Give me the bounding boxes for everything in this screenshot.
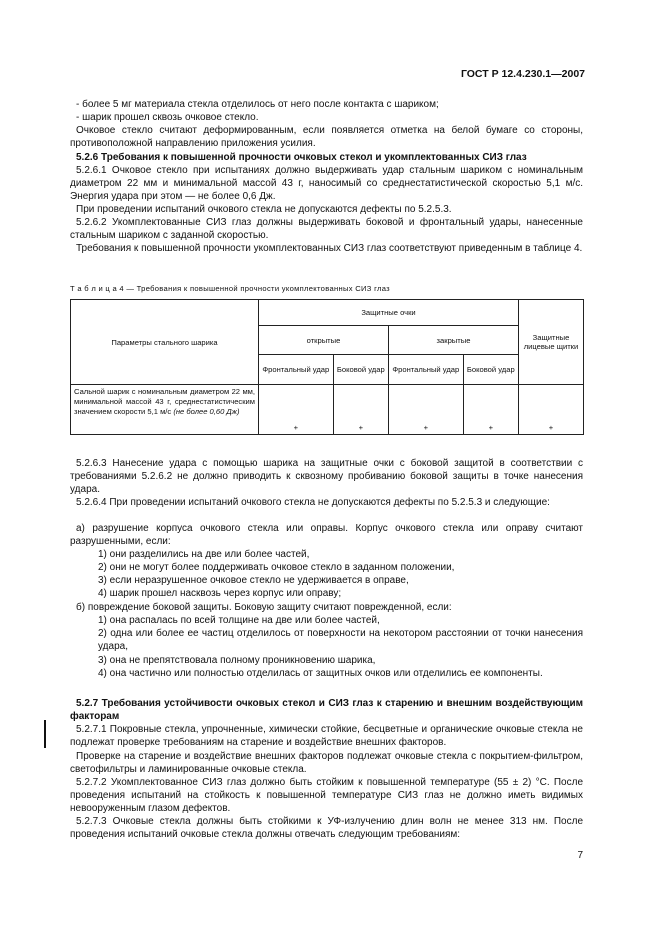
list-item: б) повреждение боковой защиты. Боковую защиту считают поврежденной, если:	[76, 602, 452, 613]
paragraph: 5.2.7.2 Укомплектованное СИЗ глаз должно быть стойким к повышенной температуре (55 ± 2) °С. После проведения испытаний на стойкость к повышенной температуре СИЗ глаз не должно иметь видимых невооруженным глазом дефектов.	[70, 777, 583, 815]
row-param	[71, 385, 259, 435]
list-item: а) разрушение корпуса очкового стекла или оправы. Корпус очкового стекла или оправу считают разрушенными, если:	[70, 523, 583, 548]
header-front: Фронтальный удар	[259, 355, 334, 385]
header-side: Боковой удар	[333, 355, 388, 385]
paragraph: 5.2.6.3 Нанесение удара с помощью шарика на защитные очки с боковой защитой в соответствии с требованиями 5.2.6.2 не должно приводить к сквозному пробиванию боковой защиты в точке нанесения удара.	[70, 458, 583, 496]
paragraph: Очковое стекло считают деформированным, если появляется отметка на белой бумаге со стороны, противоположной направлению приложения усилия.	[70, 125, 583, 150]
header-open: открытые	[259, 326, 389, 355]
list-item: 4) она частично или полностью отделилась от защитных очков или отделились ее компоненты.	[98, 668, 543, 679]
header-shields: Защитные лицевые щитки	[519, 300, 584, 385]
mark-cell: +	[463, 385, 518, 435]
paragraph: 5.2.6.1 Очковое стекло при испытаниях должно выдерживать удар стальным шариком с номинальным диаметром 22 мм и минимальной массой 43 г, наносимый со среднестатистической скоростью 5,1 м/с. Энергия удара при этом — не более 0,6 Дж.	[70, 165, 583, 203]
list-item: 1) они разделились на две или более частей,	[98, 549, 310, 560]
section-title-5-2-6: 5.2.6 Требования к повышенной прочности очковых стекол и укомплектованных СИЗ глаз	[76, 152, 527, 163]
requirements-table	[70, 299, 584, 435]
paragraph: 5.2.7.3 Очковые стекла должны быть стойкими к УФ-излучению длин волн не менее 313 нм. После проведения испытаний очковые стекла должны отвечать следующим требованиям:	[70, 816, 583, 841]
mark-cell: +	[333, 385, 388, 435]
mark-cell: +	[388, 385, 463, 435]
paragraph: При проведении испытаний очкового стекла не допускаются дефекты по 5.2.5.3.	[76, 204, 452, 215]
list-item: 4) шарик прошел насквозь через корпус или оправу;	[98, 588, 342, 599]
list-item: 3) если неразрушенное очковое стекло не удерживается в оправе,	[98, 575, 409, 586]
paragraph: 5.2.6.2 Укомплектованные СИЗ глаз должны выдерживать боковой и фронтальный удары, нанесенные стальным шариком с заданной скоростью.	[70, 217, 583, 242]
paragraph: Требования к повышенной прочности укомплектованных СИЗ глаз соответствуют приведенным в таблице 4.	[76, 243, 583, 254]
paragraph: Проверке на старение и воздействие внешних факторов подлежат очковые стекла с покрытием-фильтром, светофильтры и ламинированные очковые стекла.	[70, 751, 583, 776]
header-side: Боковой удар	[463, 355, 518, 385]
list-item: 2) они не могут более поддерживать очковое стекло в заданном положении,	[98, 562, 455, 573]
header-front: Фронтальный удар	[388, 355, 463, 385]
mark-cell: +	[519, 385, 584, 435]
mark-cell: +	[259, 385, 334, 435]
row-note: (не более 0,60 Дж)	[173, 407, 240, 416]
document-code: ГОСТ Р 12.4.230.1—2007	[460, 68, 585, 80]
list-item: 1) она распалась по всей толщине на две или более частей,	[98, 615, 380, 626]
paragraph: 5.2.6.4 При проведении испытаний очкового стекла не допускаются дефекты по 5.2.5.3 и следующие:	[76, 497, 550, 508]
header-param: Параметры стального шарика	[71, 300, 259, 385]
list-item: 2) одна или более ее частиц отделилось от поверхности на некотором расстоянии от точки нанесения удара,	[98, 628, 583, 653]
paragraph: - более 5 мг материала стекла отделилось от него после контакта с шариком;	[76, 99, 439, 110]
paragraph: - шарик прошел сквозь очковое стекло.	[76, 112, 259, 123]
row-text: Сальной шарик с номинальным диаметром 22 мм, минимальной массой 43 г, среднестатистическим значением скорости 5,1 м/с	[74, 387, 255, 416]
section-title-5-2-7: 5.2.7 Требования устойчивости очковых стекол и СИЗ глаз к старению и внешним воздействующим факторам	[70, 698, 583, 723]
header-closed: закрытые	[388, 326, 518, 355]
paragraph: 5.2.7.1 Покровные стекла, упрочненные, химически стойкие, бесцветные и органические очковые стекла не подлежат проверке требованиям на старение и воздействие внешних факторов.	[70, 724, 583, 749]
table-caption: Т а б л и ц а 4 — Требования к повышенной прочности укомплектованных СИЗ глаз	[70, 284, 390, 293]
list-item: 3) она не препятствовала полному проникновению шарика,	[98, 655, 376, 666]
page-number: 7	[577, 850, 583, 861]
change-bar	[44, 720, 46, 748]
header-glasses: Защитные очки	[259, 300, 519, 326]
